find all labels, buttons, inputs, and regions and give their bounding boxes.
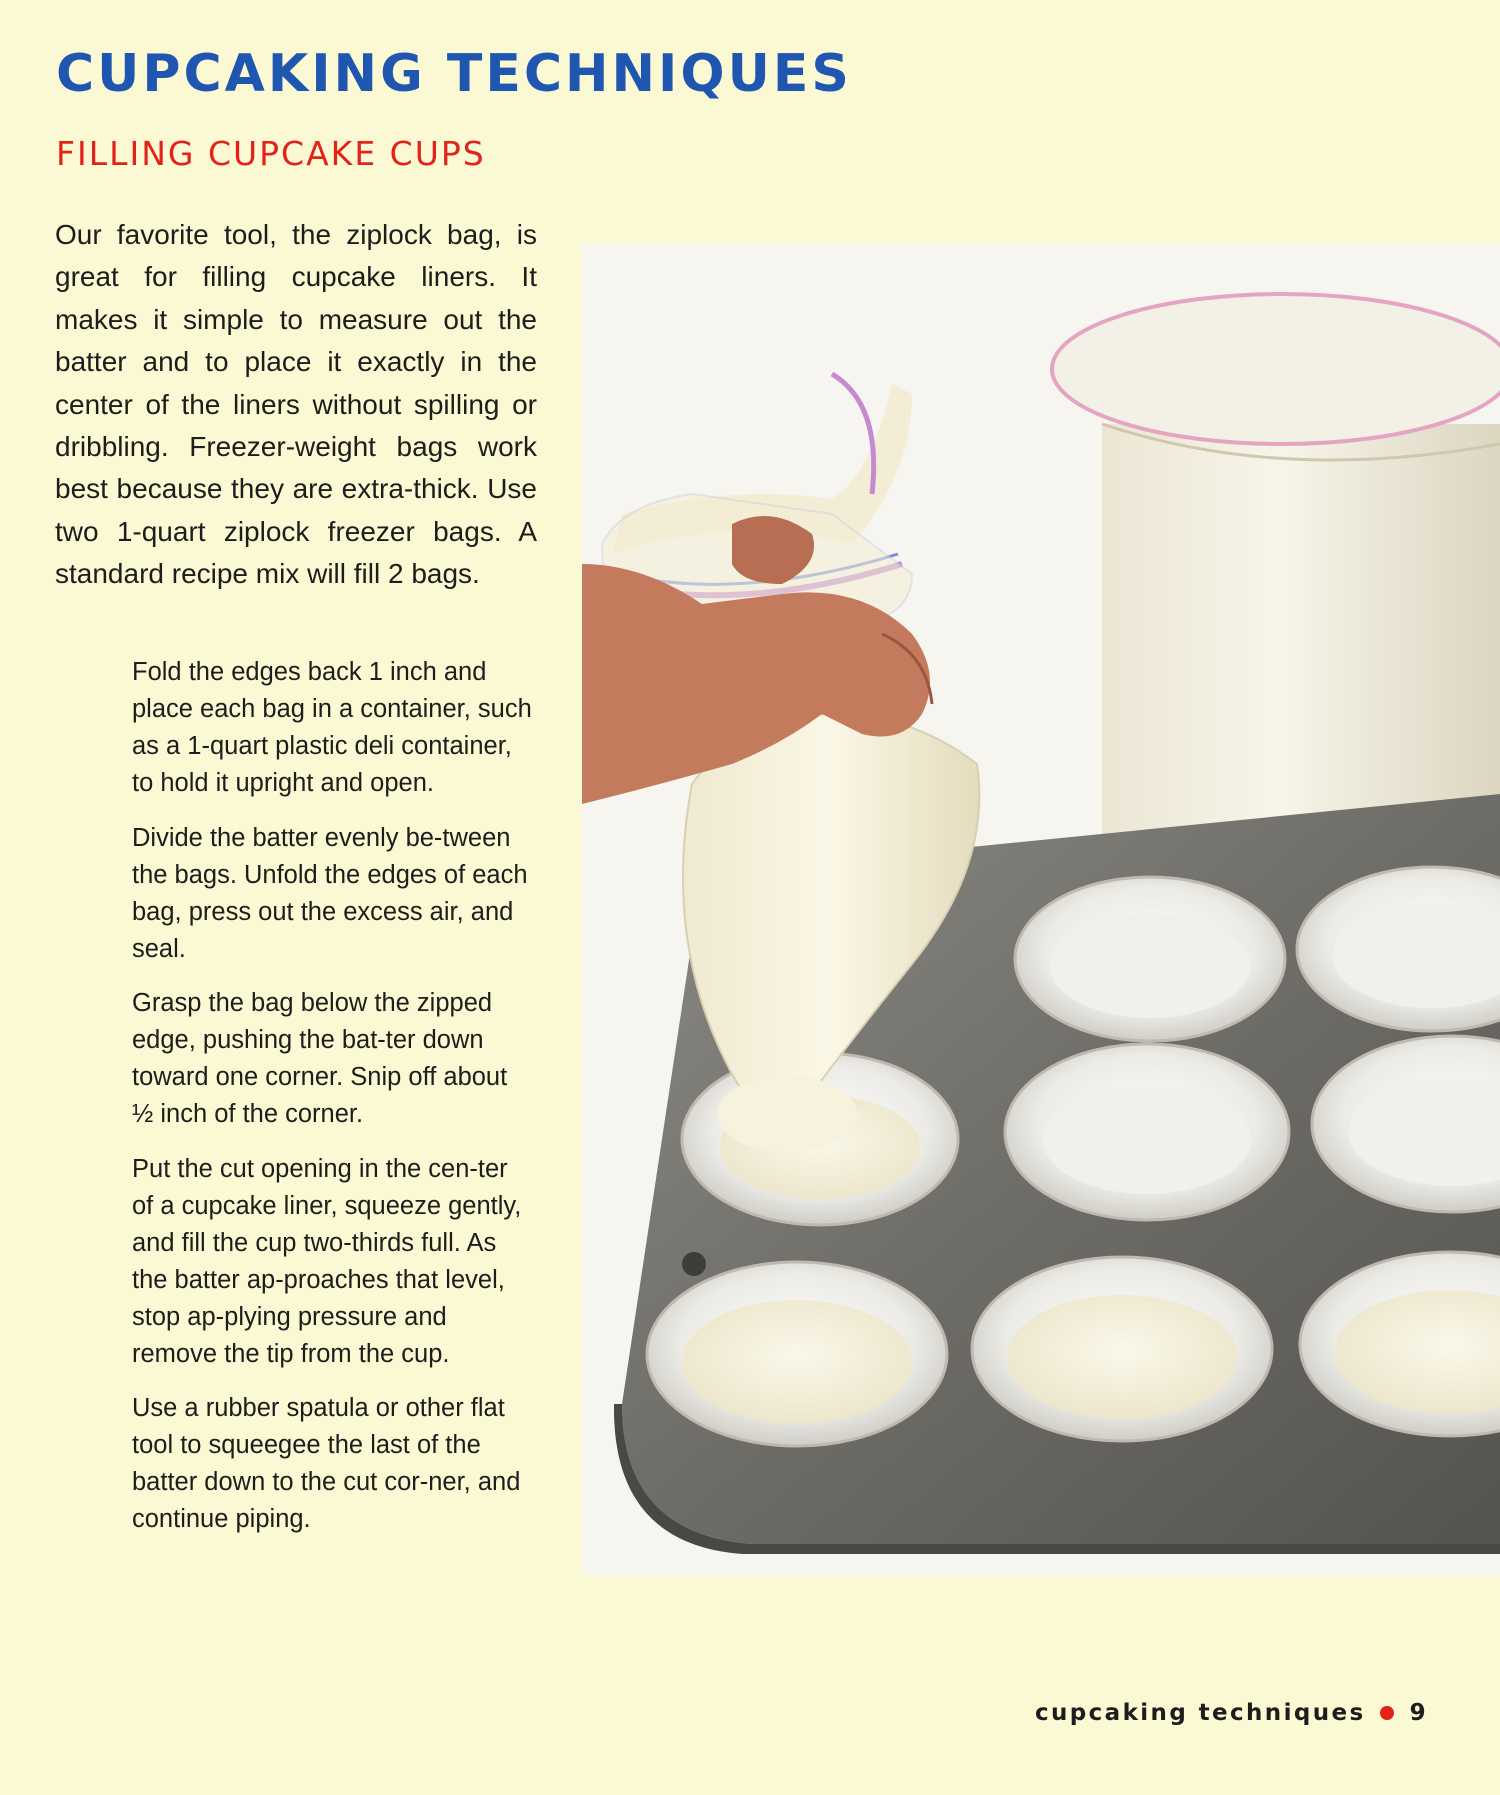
step-5: Use a rubber spatula or other flat tool to squeegee the last of the batter down to the cut cor-ner, and continue piping. xyxy=(132,1394,521,1533)
step-2: Divide the batter evenly be-tween the bags. Unfold the edges of each bag, press out the excess air, and seal. xyxy=(132,823,528,963)
photo-piping-batter xyxy=(582,244,1500,1576)
section-title: FILLING CUPCAKE CUPS xyxy=(56,134,486,173)
footer-section-label: cupcaking techniques xyxy=(1034,1700,1366,1726)
cupcake-liner-icon xyxy=(1015,877,1285,1041)
step-4: Put the cut opening in the cen-ter of a cupcake liner, squeeze gently, and fill the cup two-thirds full. As the batter ap-proaches that level, stop ap-plying pressure and remove the tip from the cup. xyxy=(132,1154,522,1368)
filled-cupcake-liner-icon xyxy=(972,1257,1272,1441)
bullet-dot-icon xyxy=(1380,1706,1394,1720)
step-1: Fold the edges back 1 inch and place each bag in a container, such as a 1-quart plastic deli container, to hold it upright and open. xyxy=(132,658,532,797)
intro-paragraph: Our favorite tool, the ziplock bag, is great for filling cupcake liners. It makes it simple to measure out the batter and to place it exactly in the center of the liners without spilling or dribbling. Freezer-weight bags work best because they are extra-thick. Use two 1-quart ziplock freezer bags. A standard recipe mix will fill 2 bags. xyxy=(55,219,537,590)
page-number: 9 xyxy=(1409,1700,1428,1726)
page-title: CUPCAKING TECHNIQUES xyxy=(56,44,852,104)
cupcake-liner-icon xyxy=(1005,1044,1289,1220)
steps-list xyxy=(132,654,532,1556)
filled-cupcake-liner-icon xyxy=(647,1262,947,1446)
step-3: Grasp the bag below the zipped edge, pushing the bat-ter down toward one corner. Snip off about ½ inch of the corner. xyxy=(132,989,508,1128)
page-footer xyxy=(1035,1700,1428,1726)
